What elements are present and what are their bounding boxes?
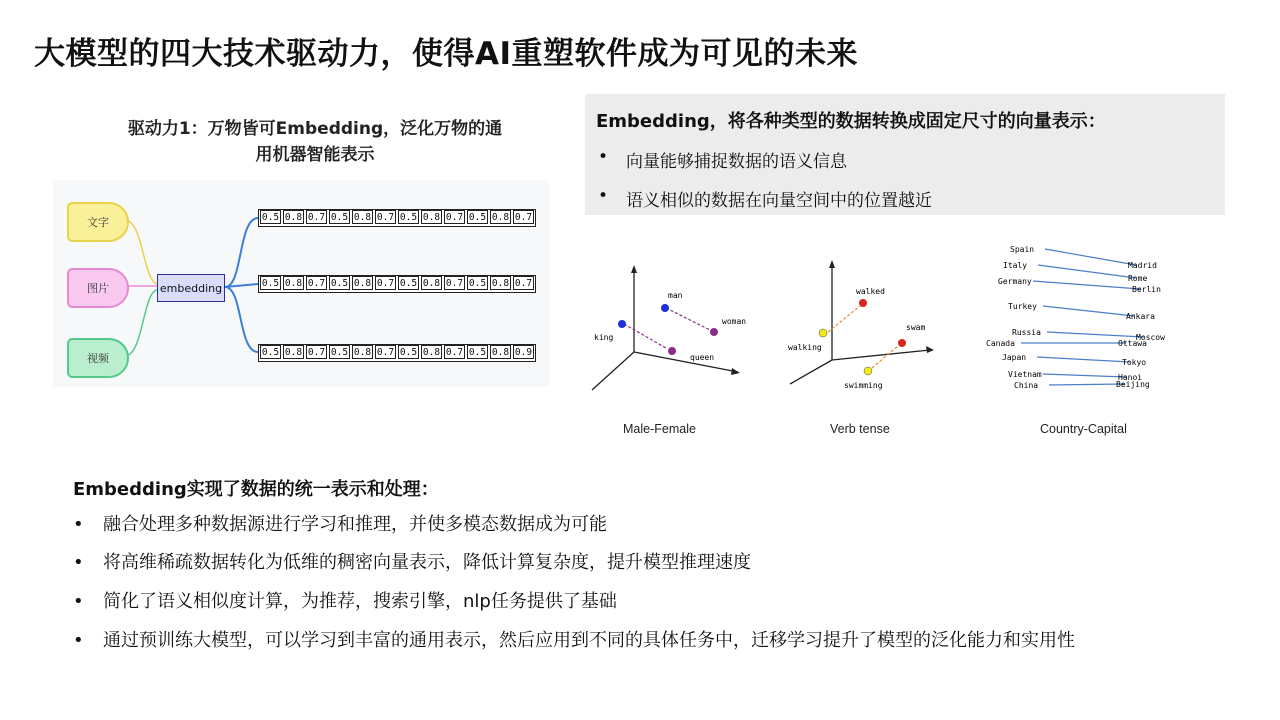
summary-bullet-1: [73, 506, 1203, 544]
driver-caption-line2: 用机器智能表示: [255, 145, 375, 165]
vector-cell: 0.5: [261, 211, 280, 223]
vector-cell: 0.7: [376, 346, 395, 358]
axis-x: [832, 350, 930, 360]
vector-cell: 0.7: [307, 277, 326, 289]
driver-caption-line1: 驱动力1：万物皆可Embedding，泛化万物的通: [127, 119, 503, 139]
vector-cell: 0.7: [376, 211, 395, 223]
vector-cell: 0.5: [261, 277, 280, 289]
point-walking: [819, 329, 827, 337]
label-walked: walked: [856, 287, 885, 296]
vector-cell: 0.7: [445, 346, 464, 358]
vector-cell: 0.7: [307, 346, 326, 358]
vector-cell: 0.7: [307, 211, 326, 223]
vector-cell: 0.7: [514, 211, 533, 223]
capital-label: Rome: [1128, 274, 1148, 283]
vector-cell: 0.5: [468, 211, 487, 223]
vector-cell: 0.8: [491, 277, 510, 289]
pair-line: [1047, 332, 1144, 337]
country-label: Italy: [1003, 261, 1028, 270]
embedding-node: embedding: [157, 274, 225, 302]
caption-verb-tense: Verb tense: [830, 422, 890, 436]
country-label: Canada: [986, 339, 1015, 348]
vector-cell: 0.8: [491, 346, 510, 358]
info-bullet-2: [598, 186, 932, 211]
axis-x: [634, 352, 738, 372]
vector-2: [258, 275, 536, 293]
vector-cell: 0.7: [514, 277, 533, 289]
capital-label: Tokyo: [1122, 358, 1147, 367]
vector-cell: 0.7: [445, 277, 464, 289]
summary-bullet-text: 简化了语义相似度计算，为推荐，搜索引擎，nlp任务提供了基础: [103, 591, 617, 612]
vector-cell: 0.8: [422, 277, 441, 289]
vector-cell: 0.5: [261, 346, 280, 358]
point-swam: [898, 339, 906, 347]
vector-cell: 0.8: [284, 277, 303, 289]
vector-cell: 0.8: [422, 346, 441, 358]
summary-bullet-text: 融合处理多种数据源进行学习和推理，并使多模态数据成为可能: [103, 514, 607, 535]
pair-line: [1045, 249, 1136, 265]
connector-text: [125, 220, 157, 284]
summary-bullet-text: 通过预训练大模型，可以学习到丰富的通用表示，然后应用到不同的具体任务中，迁移学习提升了模型的泛化能力和实用性: [103, 630, 1075, 651]
summary-bullet-2: [73, 544, 1203, 582]
info-bullet-1: [598, 147, 847, 172]
label-man: man: [668, 291, 683, 300]
vector-cell: 0.9: [514, 346, 533, 358]
arrow-walking-walked: [828, 306, 860, 332]
capital-label: Beijing: [1116, 380, 1150, 389]
summary-bullet-4: [73, 622, 1203, 660]
country-label: Russia: [1012, 328, 1041, 337]
summary-bullet-text: 将高维稀疏数据转化为低维的稠密向量表示，降低计算复杂度，提升模型推理速度: [103, 552, 751, 573]
caption-country-capital: Country-Capital: [1040, 422, 1127, 436]
axis-z: [790, 360, 832, 384]
bullet-dot: •: [598, 186, 609, 206]
input-node-text: 文字: [67, 202, 129, 242]
label-king: king: [594, 333, 614, 342]
country-label: Turkey: [1008, 302, 1037, 311]
point-swimming: [864, 367, 872, 375]
driver-caption: [95, 116, 535, 168]
bullet-dot: •: [598, 147, 609, 167]
vector-1: [258, 209, 536, 227]
vector-cell: 0.8: [284, 211, 303, 223]
point-man: [661, 304, 669, 312]
arrow-man-woman: [666, 308, 710, 330]
capital-label: Hanoi: [1118, 373, 1143, 382]
label-queen: queen: [690, 353, 715, 362]
info-bullet-text: 语义相似的数据在向量空间中的位置越近: [626, 191, 932, 211]
bullet-dot: •: [73, 514, 84, 535]
country-label: Japan: [1002, 353, 1027, 362]
country-capital-plot: [986, 245, 1165, 390]
embedding-diagram: [53, 180, 550, 387]
male-female-plot: [592, 265, 740, 390]
pair-line: [1033, 281, 1140, 289]
vector-cell: 0.5: [399, 277, 418, 289]
vector-cell: 0.5: [330, 211, 349, 223]
embedding-plots: [580, 232, 1200, 442]
vector-cell: 0.5: [468, 346, 487, 358]
axis-z: [592, 352, 634, 390]
pair-line: [1043, 306, 1134, 316]
vector-cell: 0.8: [353, 277, 372, 289]
point-queen: [668, 347, 676, 355]
connector-video: [125, 290, 157, 356]
vector-cell: 0.8: [284, 346, 303, 358]
vector-cell: 0.8: [491, 211, 510, 223]
arrow-king-queen: [624, 324, 666, 348]
label-swimming: swimming: [844, 381, 883, 390]
label-swam: swam: [906, 323, 926, 332]
country-label: Vietnam: [1008, 370, 1042, 379]
arrow-swimming-swam: [872, 346, 898, 368]
pair-line: [1037, 357, 1130, 362]
label-woman: woman: [722, 317, 747, 326]
capital-label: Ankara: [1126, 312, 1155, 321]
capital-label: Moscow: [1136, 333, 1165, 342]
vector-cell: 0.5: [330, 277, 349, 289]
page-title: 大模型的四大技术驱动力，使得AI重塑软件成为可见的未来: [34, 36, 859, 72]
point-woman: [710, 328, 718, 336]
point-king: [618, 320, 626, 328]
caption-male-female: Male-Female: [623, 422, 696, 436]
vector-3: [258, 344, 536, 362]
connector-vector-3: [225, 287, 258, 352]
vector-cell: 0.5: [468, 277, 487, 289]
country-label: Spain: [1010, 245, 1035, 254]
pair-line: [1049, 384, 1124, 385]
vector-cell: 0.7: [445, 211, 464, 223]
input-node-video: 视频: [67, 338, 129, 378]
verb-tense-plot: [790, 260, 934, 384]
vector-cell: 0.8: [422, 211, 441, 223]
bullet-dot: •: [73, 591, 84, 612]
info-heading: Embedding，将各种类型的数据转换成固定尺寸的向量表示：: [596, 111, 1106, 132]
bullet-dot: •: [73, 552, 84, 573]
country-label: China: [1014, 381, 1039, 390]
info-bullet-text: 向量能够捕捉数据的语义信息: [626, 152, 847, 172]
capital-label: Madrid: [1128, 261, 1157, 270]
connector-vector-1: [225, 218, 258, 287]
bullet-dot: •: [73, 630, 84, 651]
vector-cell: 0.8: [353, 211, 372, 223]
vector-cell: 0.8: [353, 346, 372, 358]
summary-heading: Embedding实现了数据的统一表示和处理：: [73, 479, 439, 500]
pair-line: [1038, 265, 1136, 278]
pair-line: [1043, 374, 1126, 377]
point-walked: [859, 299, 867, 307]
vector-cell: 0.5: [399, 346, 418, 358]
capital-label: Berlin: [1132, 285, 1161, 294]
summary-bullet-3: [73, 583, 1203, 621]
vector-cell: 0.7: [376, 277, 395, 289]
input-node-image: 图片: [67, 268, 129, 308]
capital-label: Ottawa: [1118, 339, 1147, 348]
country-label: Germany: [998, 277, 1032, 286]
vector-cell: 0.5: [399, 211, 418, 223]
vector-cell: 0.5: [330, 346, 349, 358]
label-walking: walking: [788, 343, 822, 352]
